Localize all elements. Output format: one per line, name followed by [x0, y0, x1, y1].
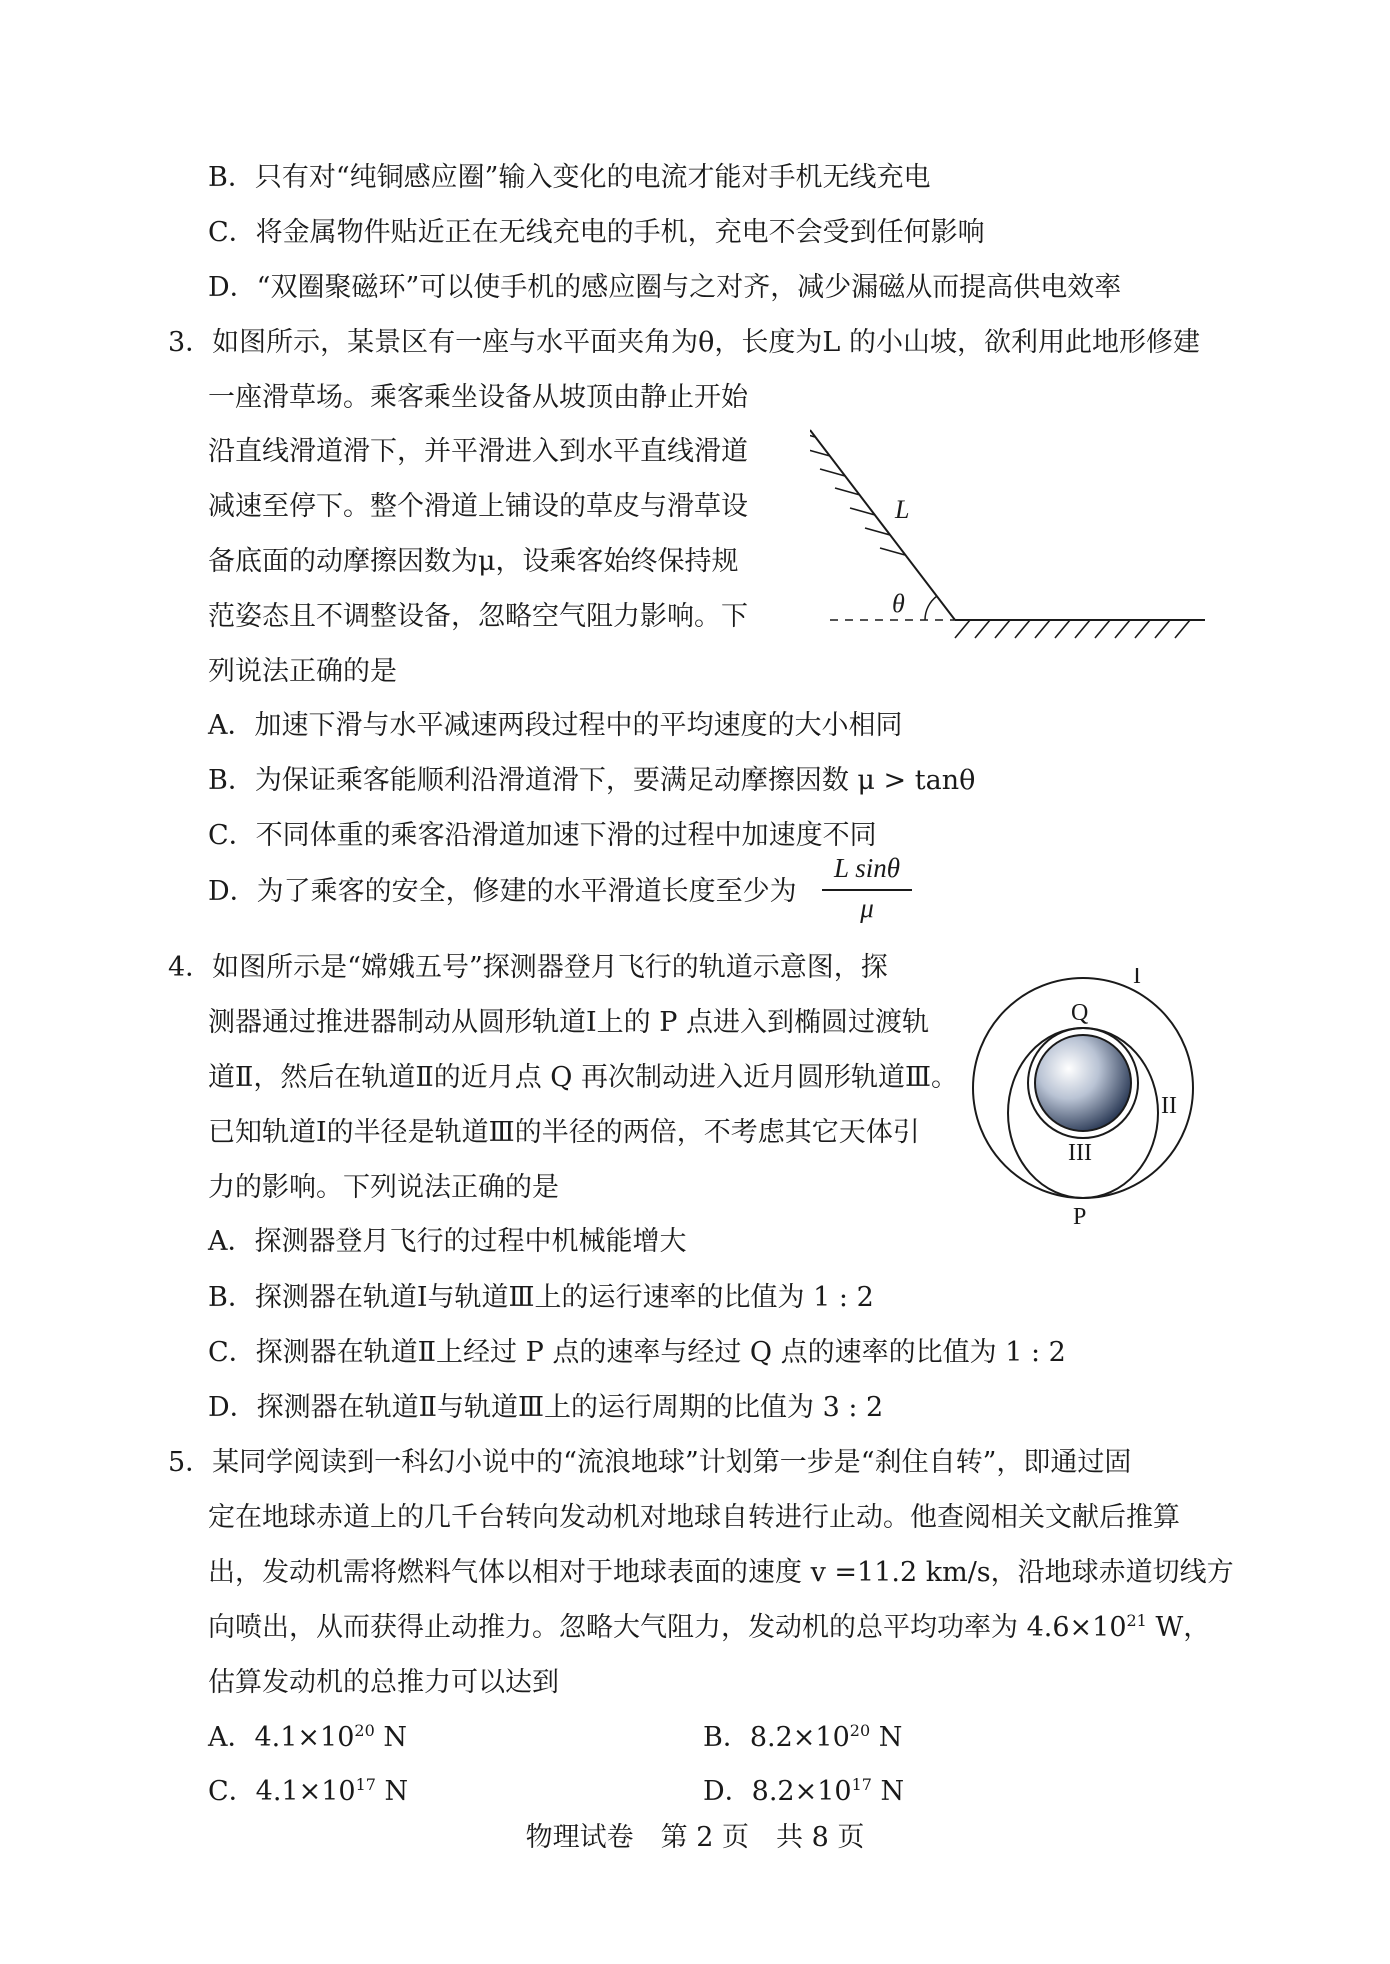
orbit-label-q: Q: [1071, 1000, 1089, 1026]
q3-stem-line-7: 列说法正确的是: [208, 656, 397, 687]
q5-line4-exponent: 21: [1126, 1611, 1147, 1630]
q5-option-c-unit: N: [375, 1776, 409, 1807]
orbit-label-i: I: [1133, 968, 1141, 989]
q4-stem-line-5: 力的影响。下列说法正确的是: [208, 1172, 559, 1203]
q5-option-d: [703, 1772, 904, 1812]
q5-stem-line-3: 出，发动机需将燃料气体以相对于地球表面的速度 v =11.2 km/s，沿地球赤道切线方: [208, 1557, 1234, 1588]
q3-option-a: A．加速下滑与水平减速两段过程中的平均速度的大小相同: [208, 710, 903, 741]
slope-length-label: L: [895, 495, 910, 524]
q5-option-d-exponent: 17: [851, 1775, 872, 1794]
q4-option-b: B．探测器在轨道Ⅰ与轨道Ⅲ上的运行速率的比值为 1 : 2: [208, 1282, 874, 1313]
q3-option-d: D．为了乘客的安全，修建的水平滑道长度至少为: [208, 876, 797, 907]
slope-theta-label: θ: [892, 589, 905, 618]
orbit-label-ii: II: [1161, 1093, 1177, 1119]
q4-stem-line-4: 已知轨道Ⅰ的半径是轨道Ⅲ的半径的两倍，不考虑其它天体引: [208, 1117, 920, 1148]
q5-option-a-exponent: 20: [354, 1721, 375, 1740]
q4-stem-line-1: 4．如图所示是“嫦娥五号”探测器登月飞行的轨道示意图，探: [168, 952, 888, 983]
page-footer: 物理试卷 第 2 页 共 8 页: [525, 1822, 865, 1853]
q3-stem-line-4: 减速至停下。整个滑道上铺设的草皮与滑草设: [208, 491, 748, 522]
q4-option-c: C．探测器在轨道Ⅱ上经过 P 点的速率与经过 Q 点的速率的比值为 1 : 2: [208, 1337, 1066, 1368]
q3-option-d-denominator: μ: [860, 893, 874, 923]
q5-option-a: [208, 1718, 407, 1758]
q3-option-c: C．不同体重的乘客沿滑道加速下滑的过程中加速度不同: [208, 820, 877, 851]
q5-option-c: [208, 1772, 408, 1812]
orbit-label-iii: III: [1068, 1140, 1092, 1166]
q5-option-b-exponent: 20: [849, 1721, 871, 1740]
q5-line4-unit: W，: [1146, 1612, 1211, 1643]
q5-stem-line-2: 定在地球赤道上的几千台转向发动机对地球自转进行止动。他查阅相关文献后推算: [208, 1502, 1180, 1533]
q5-option-c-exponent: 17: [355, 1775, 376, 1794]
q3-option-b: B．为保证乘客能顺利沿滑道滑下，要满足动摩擦因数 μ > tanθ: [208, 765, 976, 796]
q2-option-d: D．“双圈聚磁环”可以使手机的感应圈与之对齐，减少漏磁从而提高供电效率: [208, 272, 1122, 303]
q3-stem-line-3: 沿直线滑道滑下，并平滑进入到水平直线滑道: [208, 436, 748, 467]
q3-stem-line-1: 3．如图所示，某景区有一座与水平面夹角为θ，长度为L 的小山坡，欲利用此地形修建: [168, 327, 1200, 358]
q5-option-b: [703, 1718, 902, 1758]
q3-option-d-fraction-bar: [822, 889, 912, 891]
orbit-diagram: [965, 968, 1215, 1228]
q5-option-d-text: D．8.2×10: [703, 1776, 852, 1807]
q5-stem-line-5: 估算发动机的总推力可以达到: [208, 1667, 559, 1698]
q4-stem-line-3: 道Ⅱ，然后在轨道Ⅱ的近月点 Q 再次制动进入近月圆形轨道Ⅲ。: [208, 1062, 959, 1093]
q4-option-a: A．探测器登月飞行的过程中机械能增大: [208, 1226, 687, 1257]
slope-diagram: [810, 420, 1210, 660]
q5-option-b-text: B．8.2×10: [703, 1722, 850, 1753]
q4-option-d: D．探测器在轨道Ⅱ与轨道Ⅲ上的运行周期的比值为 3 : 2: [208, 1392, 884, 1423]
q5-option-d-unit: N: [871, 1776, 905, 1807]
q5-option-a-text: A．4.1×10: [208, 1722, 355, 1753]
q5-option-a-unit: N: [374, 1722, 407, 1753]
q2-option-b: B．只有对“纯铜感应圈”输入变化的电流才能对手机无线充电: [208, 162, 931, 193]
q5-line4-text: 向喷出，从而获得止动推力。忽略大气阻力，发动机的总平均功率为 4.6×10: [208, 1612, 1127, 1643]
q5-stem-line-1: 5．某同学阅读到一科幻小说中的“流浪地球”计划第一步是“刹住自转”，即通过固: [168, 1447, 1132, 1478]
q3-option-d-numerator: L sinθ: [833, 853, 901, 883]
q5-stem-line-4: [208, 1608, 1210, 1648]
q4-stem-line-2: 测器通过推进器制动从圆形轨道Ⅰ上的 P 点进入到椭圆过渡轨: [208, 1007, 929, 1038]
q5-option-c-text: C．4.1×10: [208, 1776, 356, 1807]
q5-option-b-unit: N: [870, 1722, 903, 1753]
q3-stem-line-6: 范姿态且不调整设备，忽略空气阻力影响。下: [208, 601, 748, 632]
orbit-label-p: P: [1073, 1204, 1087, 1228]
q3-stem-line-2: 一座滑草场。乘客乘坐设备从坡顶由静止开始: [208, 382, 748, 413]
q3-stem-line-5: 备底面的动摩擦因数为μ，设乘客始终保持规: [208, 546, 739, 577]
q2-option-c: C．将金属物件贴近正在无线充电的手机，充电不会受到任何影响: [208, 217, 985, 248]
